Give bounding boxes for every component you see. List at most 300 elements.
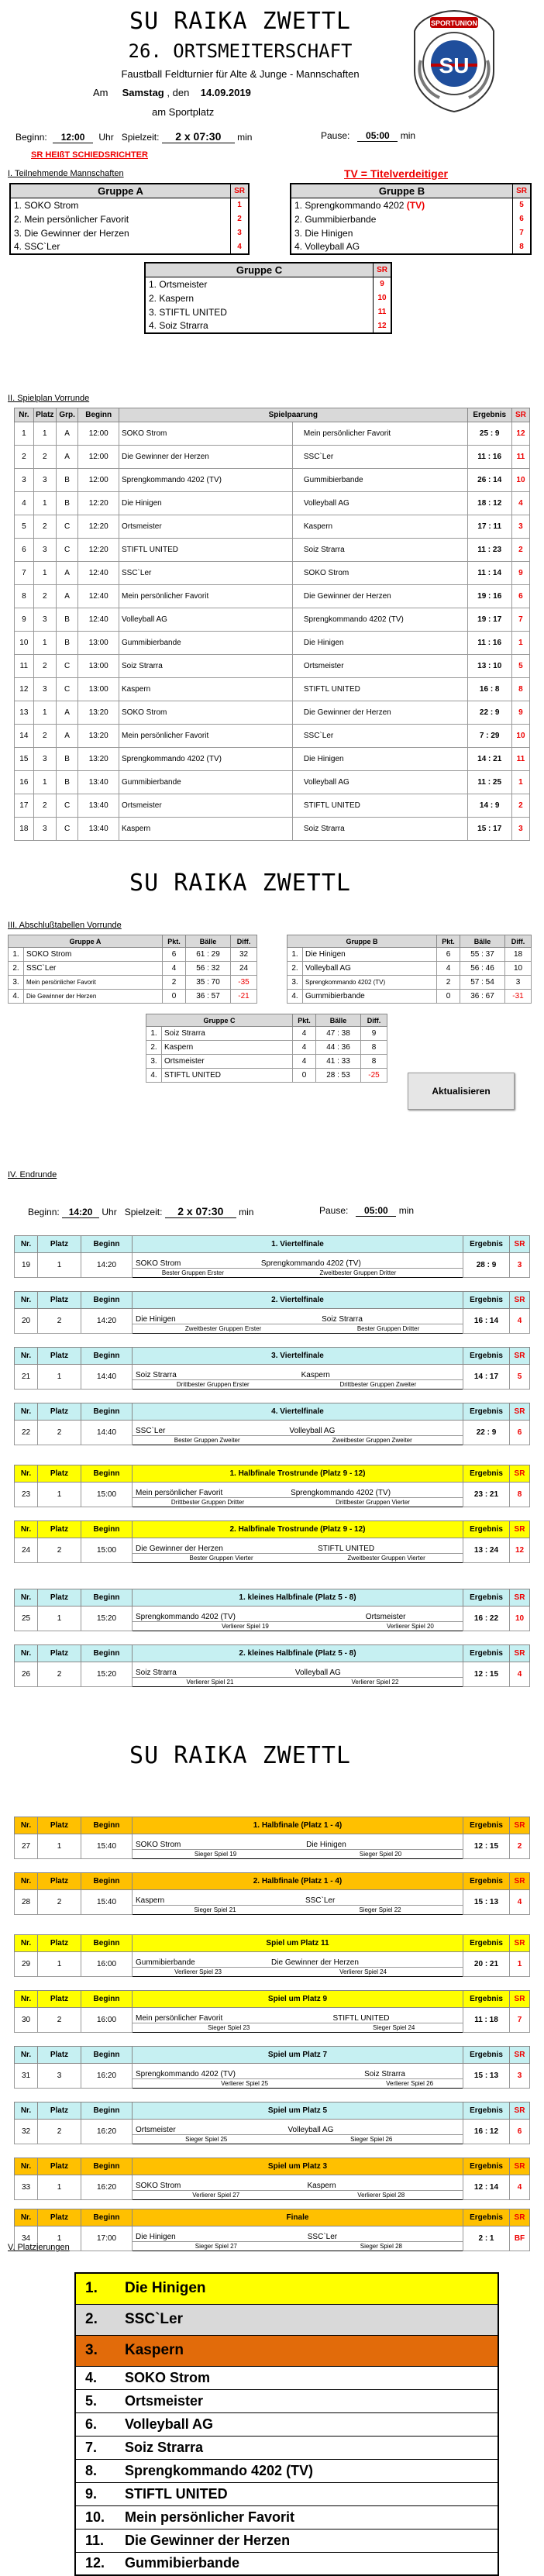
match-title: 2. Halbfinale (Platz 1 - 4) <box>133 1873 463 1890</box>
cell: 12:40 <box>78 608 119 632</box>
match-title: Spiel um Platz 3 <box>133 2158 463 2175</box>
club-logo <box>408 6 500 115</box>
match-time: 14:40 <box>81 1421 133 1445</box>
team-2: Die Gewinner der Herzen <box>263 1952 463 1968</box>
team-1: Mein persönlicher Favorit <box>119 585 293 608</box>
ko-match-table: Nr. Platz Beginn 3. Viertelfinale Ergebnis SR 21 1 14:40 Soiz Strarra Kaspern 14 : 17 5 Drittbester Gruppen Erster Drittbester Gruppen Zweiter <box>14 1347 530 1390</box>
cell: 1 <box>33 701 56 725</box>
result: 19 : 16 <box>467 585 511 608</box>
match-court: 2 <box>38 2008 81 2033</box>
standings-table-2: Gruppe C Pkt. Bälle Diff. 1. Soiz Strarra 4 47 : 38 9 2. Kaspern 4 44 : 36 8 3. Ortsmeister 4 41 : 33 8 4. STIFTL UNITED 0 28 : 53 -25 <box>146 1014 387 1083</box>
team-2: STIFTL UNITED <box>292 794 467 818</box>
team-1: Sprengkommando 4202 (TV) <box>133 2064 357 2079</box>
rank: 6. <box>75 2412 115 2436</box>
rank: 10. <box>75 2505 115 2529</box>
team-1: Mein persönlicher Favorit <box>133 2008 325 2023</box>
cell: 3 <box>33 818 56 841</box>
cell: C <box>56 794 78 818</box>
match-referee: 3 <box>510 2064 530 2089</box>
cell: 11 <box>15 655 34 678</box>
team-1: SOKO Strom <box>133 1834 299 1850</box>
ko-match-table: Nr. Platz Beginn 2. Halbfinale Trostrunde (Platz 9 - 12) Ergebnis SR 24 2 15:00 Die Gewinner der Herzen STIFTL UNITED 13 : 24 12 Bester Gruppen Vierter Zweitbester Gruppen Vierter <box>14 1520 530 1563</box>
schedule-row <box>15 446 530 469</box>
cell: 13:00 <box>78 632 119 655</box>
cell: 12:40 <box>78 585 119 608</box>
team-1: Kaspern <box>119 678 293 701</box>
schedule-row <box>15 655 530 678</box>
cell: A <box>56 585 78 608</box>
result: 16 : 8 <box>467 678 511 701</box>
seed-1: Verlierer Spiel 23 <box>174 1968 222 1975</box>
match-number: 21 <box>15 1365 38 1390</box>
rank: 5. <box>75 2389 115 2412</box>
schedule-row <box>15 515 530 539</box>
match-result: 14 : 17 <box>463 1365 510 1390</box>
cell: B <box>56 748 78 771</box>
sr-note: SR HEIßT SCHIEDSRICHTER <box>31 150 148 160</box>
cell: 3 <box>33 469 56 492</box>
team-1: Gummibierbande <box>119 771 293 794</box>
section-teams-label: I. Teilnehmende Mannschaften <box>8 169 124 178</box>
result: 14 : 21 <box>467 748 511 771</box>
seed-1: Verlierer Spiel 19 <box>221 1623 269 1630</box>
team-2: Volleyball AG <box>287 1662 463 1678</box>
schedule-row <box>15 794 530 818</box>
seed-1: Sieger Spiel 19 <box>194 1851 237 1858</box>
seed-2: Zweitbester Gruppen Vierter <box>347 1555 425 1562</box>
team-1: Gummibierbande <box>133 1952 264 1968</box>
cell: B <box>56 608 78 632</box>
schedule-row <box>15 748 530 771</box>
team-2: Volleyball AG <box>292 492 467 515</box>
match-court: 2 <box>38 1421 81 1445</box>
section-schedule-label: II. Spielplan Vorrunde <box>8 394 90 403</box>
seed-2: Bester Gruppen Dritter <box>356 1325 420 1332</box>
team-2: SSC`Ler <box>292 446 467 469</box>
seed-1: Verlierer Spiel 25 <box>221 2080 269 2087</box>
ko-match-table: Nr. Platz Beginn 1. Halbfinale (Platz 1 - 4) Ergebnis SR 27 1 15:40 SOKO Strom Die Hinigen 12 : 15 2 Sieger Spiel 19 Sieger Spiel 20 <box>14 1817 530 1859</box>
cell: 1 <box>33 771 56 794</box>
team-2: Die Gewinner der Herzen <box>292 585 467 608</box>
match-referee: 1 <box>510 1952 530 1977</box>
match-court: 1 <box>38 1607 81 1631</box>
schedule-row <box>15 562 530 585</box>
match-result: 15 : 13 <box>463 2064 510 2089</box>
cell: C <box>56 539 78 562</box>
match-title: 4. Viertelfinale <box>133 1403 463 1421</box>
seed-1: Sieger Spiel 25 <box>185 2136 228 2143</box>
pause-value: 05:00 <box>357 130 398 142</box>
standings-row: 3. Ortsmeister 4 41 : 33 8 <box>146 1055 387 1069</box>
seed-1: Verlierer Spiel 21 <box>186 1679 234 1686</box>
result: 25 : 9 <box>467 422 511 446</box>
team-2: SSC`Ler <box>292 725 467 748</box>
match-result: 16 : 14 <box>463 1309 510 1334</box>
team-1: SOKO Strom <box>133 2175 300 2191</box>
match-result: 15 : 13 <box>463 1890 510 1915</box>
team-1: Sprengkommando 4202 (TV) <box>119 469 293 492</box>
team-2: Volleyball AG <box>280 2120 463 2135</box>
group-b-team: 2. Gummibierbande <box>294 213 377 225</box>
team-1: Sprengkommando 4202 (TV) <box>133 1607 358 1622</box>
standings-row: 4. Gummibierbande 0 36 : 67 -31 <box>287 990 532 1004</box>
svg-text:SPORTUNION: SPORTUNION <box>430 19 478 27</box>
cell: 13:40 <box>78 818 119 841</box>
cell: A <box>56 725 78 748</box>
ko-match-table: Nr. Platz Beginn 1. Halbfinale Trostrunde (Platz 9 - 12) Ergebnis SR 23 1 15:00 Mein persönlicher Favorit Sprengkommando 4202 (TV) 23 : 21 8 Drittbester Gruppen Dritter Drittbester Gruppen Vierter <box>14 1465 530 1507</box>
team-2: Ortsmeister <box>292 655 467 678</box>
team-2: SOKO Strom <box>292 562 467 585</box>
team-2: Die Hinigen <box>298 1834 463 1850</box>
seed-2: Zweitbester Gruppen Dritter <box>319 1269 397 1276</box>
team-2: Die Gewinner der Herzen <box>292 701 467 725</box>
cell: C <box>56 515 78 539</box>
match-referee: 12 <box>510 1538 530 1563</box>
match-referee: 8 <box>510 1483 530 1507</box>
result: 15 : 17 <box>467 818 511 841</box>
match-result: 12 : 14 <box>463 2175 510 2200</box>
rank: 3. <box>75 2335 115 2366</box>
match-title: Spiel um Platz 11 <box>133 1935 463 1952</box>
rank-team: SSC`Ler <box>115 2304 498 2335</box>
match-court: 2 <box>38 1309 81 1334</box>
match-time: 16:20 <box>81 2175 133 2200</box>
svg-text:SU: SU <box>439 53 470 77</box>
ko-match-table: Nr. Platz Beginn 1. Viertelfinale Ergebnis SR 19 1 14:20 SOKO Strom Sprengkommando 4202 (TV) 28 : 9 3 Bester Gruppen Erster Zweitbester Gruppen Dritter <box>14 1235 530 1278</box>
rank: 12. <box>75 2552 115 2575</box>
ranking-row <box>75 2304 498 2335</box>
group-c-team: 1. Ortsmeister <box>149 278 208 290</box>
cell: B <box>56 632 78 655</box>
seed-2: Verlierer Spiel 24 <box>339 1968 387 1975</box>
team-1: Die Gewinner der Herzen <box>133 1538 311 1554</box>
location: am Sportplatz <box>152 106 215 118</box>
date-line: Am Samstag , den 14.09.2019 <box>93 87 251 98</box>
prelim-schedule-table: Nr. Platz Grp. Beginn Spielpaarung Ergebnis SR 1 1 A 12:00 SOKO Strom Mein persönlicher Favorit 25 : 9 12 2 2 A 12:00 Die Gewinner der Herzen SSC`Ler 11 : 16 11 3 3 B 12:00 Sprengkommando 4202 (TV) Gummibierbande 26 : 14 10 4 1 B 12:20 Die Hinigen Volleyball AG 18 : 12 4 5 2 C 12:20 Ortsmeister Kaspern 17 : 11 3 6 3 C 12:20 STIFTL UNITED Soiz Strarra 11 : 23 2 7 1 A 12:40 SSC`Ler SOKO Strom 11 : 14 9 8 2 A 12:40 Mein persönlicher Favorit Die Gewinner der Herzen 19 : 16 6 9 3 B 12:40 Volleyball AG Sprengkommando 4202 (TV) 19 : 17 7 10 1 B 13:00 Gummibierbande Die Hinigen 11 : 16 1 11 2 C 13:00 Soiz Strarra Ortsmeister 13 : 10 5 12 3 C 13:00 Kaspern STIFTL UNITED 16 : 8 8 13 1 A 13:20 SOKO Strom Die Gewinner der Herzen 22 : 9 9 14 2 A 13:20 Mein persönlicher Favorit SSC`Ler 7 : 29 10 15 3 B 13:20 Sprengkommando 4202 (TV) Die Hinigen 14 : 21 11 16 1 B 13:40 Gummibierbande Volleyball AG 11 : 25 1 17 2 C 13:40 Ortsmeister STIFTL UNITED 14 : 9 2 18 3 C 13:40 Kaspern Soiz Strarra 15 : 17 3 <box>14 408 530 841</box>
ranking-row <box>75 2273 498 2304</box>
ko-match-table: Nr. Platz Beginn 1. kleines Halbfinale (Platz 5 - 8) Ergebnis SR 25 1 15:20 Sprengkommando 4202 (TV) Ortsmeister 16 : 22 10 Verlierer Spiel 19 Verlierer Spiel 20 <box>14 1589 530 1631</box>
match-court: 2 <box>38 1538 81 1563</box>
standings-row: 1. SOKO Strom 6 61 : 29 32 <box>9 948 257 962</box>
seed-2: Sieger Spiel 20 <box>359 1851 402 1858</box>
team-1: Sprengkommando 4202 (TV) <box>119 748 293 771</box>
cell: A <box>56 701 78 725</box>
cell: B <box>56 492 78 515</box>
group-a-team: 4. SSC`Ler <box>14 241 60 252</box>
rank-team: Soiz Strarra <box>115 2436 498 2459</box>
cell: 13:40 <box>78 771 119 794</box>
cell: 4 <box>15 492 34 515</box>
page-title-repeat-2: SU RAIKA ZWETTL <box>129 1742 351 1769</box>
cell: 12:20 <box>78 515 119 539</box>
cell: 13:20 <box>78 748 119 771</box>
final-rankings-table <box>74 2272 499 2576</box>
match-number: 27 <box>15 1834 38 1859</box>
match-referee: 5 <box>510 1365 530 1390</box>
match-court: 1 <box>38 2175 81 2200</box>
ranking-row <box>75 2552 498 2575</box>
team-1: Die Gewinner der Herzen <box>119 446 293 469</box>
seed-2: Verlierer Spiel 26 <box>386 2080 434 2087</box>
cell: A <box>56 446 78 469</box>
referee: 8 <box>511 678 529 701</box>
team-2: STIFTL UNITED <box>325 2008 463 2023</box>
standings-row: 3. Mein persönlicher Favorit 2 35 : 70 -35 <box>9 976 257 990</box>
match-time: 16:20 <box>81 2064 133 2089</box>
cell: A <box>56 422 78 446</box>
match-title: 1. kleines Halbfinale (Platz 5 - 8) <box>133 1589 463 1607</box>
referee: 3 <box>511 818 529 841</box>
standings-row: 2. Kaspern 4 44 : 36 8 <box>146 1041 387 1055</box>
ko-match-table: Nr. Platz Beginn Spiel um Platz 5 Ergebnis SR 32 2 16:20 Ortsmeister Volleyball AG 16 : 12 6 Sieger Spiel 25 Sieger Spiel 26 <box>14 2102 530 2144</box>
cell: C <box>56 818 78 841</box>
match-title: 1. Halbfinale Trostrunde (Platz 9 - 12) <box>133 1465 463 1483</box>
schedule-row <box>15 771 530 794</box>
result: 18 : 12 <box>467 492 511 515</box>
rank-team: Die Hinigen <box>115 2273 498 2304</box>
ranking-row <box>75 2366 498 2389</box>
match-time: 15:00 <box>81 1483 133 1507</box>
rank-team: Kaspern <box>115 2335 498 2366</box>
team-1: Soiz Strarra <box>119 655 293 678</box>
cell: 10 <box>15 632 34 655</box>
standings-row: 2. Volleyball AG 4 56 : 46 10 <box>287 962 532 976</box>
ko-match-table: Nr. Platz Beginn 2. Viertelfinale Ergebnis SR 20 2 14:20 Die Hinigen Soiz Strarra 16 : 14 4 Zweitbester Gruppen Erster Bester Gruppen Dritter <box>14 1291 530 1334</box>
cell: 12:20 <box>78 492 119 515</box>
match-referee: 4 <box>510 1662 530 1687</box>
cell: B <box>56 771 78 794</box>
referee: 12 <box>511 422 529 446</box>
cell: 3 <box>33 608 56 632</box>
pause-row: Pause: 05:00 min <box>321 130 416 141</box>
cell: 3 <box>33 539 56 562</box>
team-1: Die Hinigen <box>133 2226 300 2242</box>
team-1: Gummibierbande <box>119 632 293 655</box>
team-2: Die Hinigen <box>292 748 467 771</box>
match-result: 2 : 1 <box>463 2226 510 2251</box>
cell: 1 <box>15 422 34 446</box>
schedule-row <box>15 585 530 608</box>
cell: B <box>56 469 78 492</box>
ranking-row <box>75 2459 498 2482</box>
cell: 7 <box>15 562 34 585</box>
team-2: Soiz Strarra <box>292 539 467 562</box>
match-referee: 10 <box>510 1607 530 1631</box>
finals-pause-row: Pause: 05:00 min <box>319 1205 415 1216</box>
schedule-row <box>15 725 530 748</box>
team-2: STIFTL UNITED <box>310 1538 463 1554</box>
cell: 12:00 <box>78 446 119 469</box>
group-b-table: Gruppe B SR 1. Sprengkommando 4202 (TV) 5 2. Gummibierbande 6 3. Die Hinigen 7 4. Volleyball AG 8 <box>290 183 532 255</box>
match-referee: 4 <box>510 2175 530 2200</box>
group-a-team: 3. Die Gewinner der Herzen <box>14 227 129 239</box>
ko-match-table: Nr. Platz Beginn Finale Ergebnis SR 34 1 17:00 Die Hinigen SSC`Ler 2 : 1 BF Sieger Spiel 27 Sieger Spiel 28 <box>14 2209 530 2251</box>
team-1: Ortsmeister <box>119 794 293 818</box>
cell: 2 <box>33 515 56 539</box>
match-court: 1 <box>38 1365 81 1390</box>
seed-1: Drittbester Gruppen Erster <box>176 1381 250 1388</box>
team-1: Mein persönlicher Favorit <box>119 725 293 748</box>
result: 17 : 11 <box>467 515 511 539</box>
section-standings-label: III. Abschlußtabellen Vorrunde <box>8 921 122 930</box>
rank-team: Mein persönlicher Favorit <box>115 2505 498 2529</box>
seed-2: Sieger Spiel 24 <box>373 2024 415 2031</box>
cell: 15 <box>15 748 34 771</box>
seed-2: Sieger Spiel 22 <box>359 1906 401 1913</box>
cell: C <box>56 655 78 678</box>
seed-2: Verlierer Spiel 20 <box>386 1623 434 1630</box>
standings-row: 2. SSC`Ler 4 56 : 32 24 <box>9 962 257 976</box>
rank: 1. <box>75 2273 115 2304</box>
match-number: 29 <box>15 1952 38 1977</box>
cell: 16 <box>15 771 34 794</box>
ranking-row <box>75 2505 498 2529</box>
team-1: Kaspern <box>133 1890 298 1906</box>
ranking-row <box>75 2389 498 2412</box>
cell: 1 <box>33 422 56 446</box>
result: 26 : 14 <box>467 469 511 492</box>
schedule-row <box>15 422 530 446</box>
seed-2: Verlierer Spiel 28 <box>357 2192 405 2199</box>
rank: 9. <box>75 2482 115 2505</box>
schedule-row <box>15 818 530 841</box>
match-court: 1 <box>38 1952 81 1977</box>
match-referee: 6 <box>510 1421 530 1445</box>
result: 11 : 16 <box>467 446 511 469</box>
spielzeit-value: 2 x 07:30 <box>162 130 235 143</box>
team-1: Soiz Strarra <box>133 1662 287 1678</box>
referee: 6 <box>511 585 529 608</box>
match-time: 16:20 <box>81 2120 133 2144</box>
match-time: 14:40 <box>81 1365 133 1390</box>
result: 13 : 10 <box>467 655 511 678</box>
match-number: 30 <box>15 2008 38 2033</box>
referee: 7 <box>511 608 529 632</box>
match-number: 26 <box>15 1662 38 1687</box>
finals-beginn-row: Beginn: 14:20 Uhr Spielzeit: 2 x 07:30 min <box>28 1205 254 1217</box>
ranking-row <box>75 2335 498 2366</box>
team-1: SSC`Ler <box>133 1421 282 1436</box>
team-1: SOKO Strom <box>119 701 293 725</box>
match-referee: BF <box>510 2226 530 2251</box>
finals-pause: 05:00 <box>356 1205 396 1217</box>
cell: 12:00 <box>78 469 119 492</box>
result: 11 : 14 <box>467 562 511 585</box>
cell: 13:20 <box>78 725 119 748</box>
referee: 2 <box>511 539 529 562</box>
match-number: 25 <box>15 1607 38 1631</box>
standings-table-0: Gruppe A Pkt. Bälle Diff. 1. SOKO Strom 6 61 : 29 32 2. SSC`Ler 4 56 : 32 24 3. Mein persönlicher Favorit 2 35 : 70 -35 4. Die Gewinner der Herzen 0 36 : 57 -21 <box>8 935 257 1004</box>
match-title: 1. Halbfinale (Platz 1 - 4) <box>133 1817 463 1834</box>
seed-2: Sieger Spiel 28 <box>360 2243 403 2250</box>
team-1: SOKO Strom <box>133 1253 253 1269</box>
standings-row: 4. STIFTL UNITED 0 28 : 53 -25 <box>146 1069 387 1083</box>
rank: 2. <box>75 2304 115 2335</box>
match-result: 16 : 22 <box>463 1607 510 1631</box>
match-referee: 4 <box>510 1890 530 1915</box>
rank-team: STIFTL UNITED <box>115 2482 498 2505</box>
match-time: 15:20 <box>81 1662 133 1687</box>
ko-match-table: Nr. Platz Beginn 4. Viertelfinale Ergebnis SR 22 2 14:40 SSC`Ler Volleyball AG 22 : 9 6 Bester Gruppen Zweiter Zweitbester Gruppen Zweiter <box>14 1403 530 1445</box>
seed-2: Verlierer Spiel 22 <box>351 1679 399 1686</box>
match-number: 20 <box>15 1309 38 1334</box>
seed-2: Zweitbester Gruppen Zweiter <box>332 1437 412 1444</box>
cell: 1 <box>33 492 56 515</box>
match-title: 3. Viertelfinale <box>133 1348 463 1365</box>
beginn-value: 12:00 <box>53 132 93 143</box>
cell: 14 <box>15 725 34 748</box>
cell: 13:00 <box>78 655 119 678</box>
match-time: 14:20 <box>81 1309 133 1334</box>
seed-1: Bester Gruppen Zweiter <box>174 1437 240 1444</box>
section-rankings-label: V. Platzierungen <box>8 2243 70 2252</box>
match-referee: 2 <box>510 1834 530 1859</box>
match-result: 20 : 21 <box>463 1952 510 1977</box>
update-button[interactable]: Aktualisieren <box>408 1073 515 1110</box>
cell: 3 <box>33 678 56 701</box>
result: 11 : 23 <box>467 539 511 562</box>
cell: 6 <box>15 539 34 562</box>
seed-1: Bester Gruppen Vierter <box>189 1555 253 1562</box>
seed-2: Drittbester Gruppen Zweiter <box>339 1381 417 1388</box>
referee: 4 <box>511 492 529 515</box>
ko-match-table: Nr. Platz Beginn Spiel um Platz 7 Ergebnis SR 31 3 16:20 Sprengkommando 4202 (TV) Soiz Strarra 15 : 13 3 Verlierer Spiel 25 Verlierer Spiel 26 <box>14 2046 530 2089</box>
seed-1: Sieger Spiel 21 <box>194 1906 236 1913</box>
cell: C <box>56 678 78 701</box>
match-title: Spiel um Platz 9 <box>133 1991 463 2008</box>
team-2: Gummibierbande <box>292 469 467 492</box>
match-result: 12 : 15 <box>463 1662 510 1687</box>
group-b-team: 1. Sprengkommando 4202 (TV) <box>294 199 425 211</box>
team-1: Die Hinigen <box>133 1309 315 1324</box>
standings-row: 1. Die Hinigen 6 55 : 37 18 <box>287 948 532 962</box>
match-time: 14:20 <box>81 1253 133 1278</box>
referee: 1 <box>511 771 529 794</box>
cell: 12:40 <box>78 562 119 585</box>
cell: 2 <box>33 725 56 748</box>
match-number: 31 <box>15 2064 38 2089</box>
match-court: 2 <box>38 1890 81 1915</box>
cell: 5 <box>15 515 34 539</box>
standings-table-1: Gruppe B Pkt. Bälle Diff. 1. Die Hinigen 6 55 : 37 18 2. Volleyball AG 4 56 : 46 10 3. Sprengkommando 4202 (TV) 2 57 : 54 3 4. Gummibierbande 0 36 : 67 -31 <box>287 935 532 1004</box>
schedule-row <box>15 632 530 655</box>
seed-2: Sieger Spiel 26 <box>350 2136 393 2143</box>
seed-2: Drittbester Gruppen Vierter <box>336 1499 410 1506</box>
cell: 2 <box>33 585 56 608</box>
referee: 5 <box>511 655 529 678</box>
match-result: 11 : 18 <box>463 2008 510 2033</box>
cell: 2 <box>33 655 56 678</box>
cell: 13:40 <box>78 794 119 818</box>
cell: 3 <box>33 748 56 771</box>
referee: 1 <box>511 632 529 655</box>
seed-1: Zweitbester Gruppen Erster <box>184 1325 262 1332</box>
match-time: 15:20 <box>81 1607 133 1631</box>
team-1: Ortsmeister <box>133 2120 281 2135</box>
rank: 4. <box>75 2366 115 2389</box>
team-1: SOKO Strom <box>119 422 293 446</box>
team-2: SSC`Ler <box>300 2226 463 2242</box>
team-2: Kaspern <box>294 1365 463 1380</box>
referee: 9 <box>511 701 529 725</box>
team-2: Ortsmeister <box>358 1607 463 1622</box>
group-b-team: 3. Die Hinigen <box>294 227 353 239</box>
match-number: 28 <box>15 1890 38 1915</box>
cell: 18 <box>15 818 34 841</box>
result: 19 : 17 <box>467 608 511 632</box>
standings-row: 4. Die Gewinner der Herzen 0 36 : 57 -21 <box>9 990 257 1004</box>
team-1: Kaspern <box>119 818 293 841</box>
